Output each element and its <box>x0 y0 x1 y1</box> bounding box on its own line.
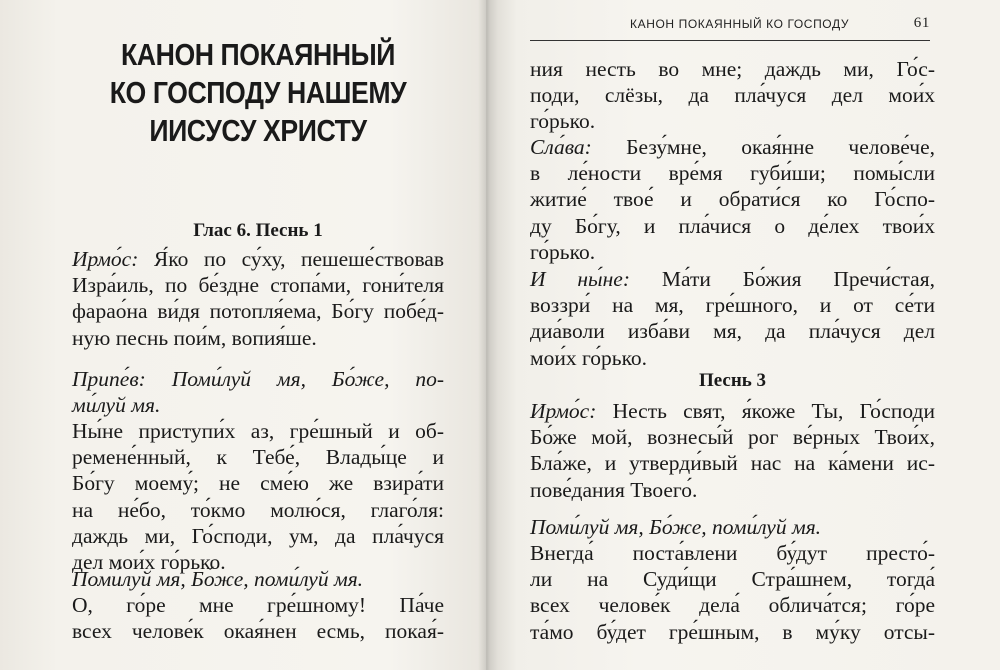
refrain-ode-3 <box>530 514 935 540</box>
book-spine-shadow <box>478 0 498 670</box>
text-line: ремене́нный, к Тебе́, Влады́це и <box>72 445 444 470</box>
text-line: ду Бо́гу, и пла́чися о де́лех твои́х <box>530 213 935 238</box>
header-rule <box>530 40 930 41</box>
text-line: в ле́ности вре́мя губи́ши; помы́сли <box>530 161 935 186</box>
refrain-1 <box>72 366 444 418</box>
section-heading-ode-3: Песнь 3 <box>698 370 767 391</box>
text-line: всех челове́к окая́нен есмь, покая́- <box>72 619 444 644</box>
running-head-title: КАНОН ПОКАЯННЫЙ КО ГОСПОДУ <box>630 17 850 31</box>
slava-label: Сла́ва: <box>530 135 592 159</box>
irmos-ode-1 <box>72 246 444 351</box>
text-line: даждь ми, Го́споди, ум, да пла́чуся <box>72 523 444 548</box>
refrain-2 <box>72 566 444 592</box>
text-line: пове́дания Твоего́. <box>530 477 698 502</box>
text-line: Припе́в: Поми́луй мя, Бо́же, по- <box>72 367 444 391</box>
text-line: Поми́луй мя, Бо́же, поми́луй мя. <box>530 515 822 539</box>
slava-verse <box>530 134 935 265</box>
text-line: Внегда́ поста́влени бу́дут престо́- <box>530 541 935 565</box>
irmos-ode-3 <box>530 398 935 503</box>
text-line: фарао́на ви́дя потопля́ема, Бо́гу побе́д- <box>72 299 444 324</box>
text-line: ния несть во мне; даждь ми, Го́с- <box>530 57 935 81</box>
page-title <box>98 36 418 150</box>
text-line: Ма́ти Бо́жия Пречи́стая, <box>661 267 935 291</box>
text-line: Ны́не приступи́х аз, гре́шный и об- <box>72 419 444 443</box>
text-line: Я́ко по су́ху, пешеше́ствовав <box>153 247 445 271</box>
text-line: ли на Суди́щи Стра́шнем, тогда́ <box>530 567 935 592</box>
text-line: житие́ твое́ и обрати́ся ко Го́спо- <box>530 187 935 212</box>
text-line: го́рько. <box>530 109 596 134</box>
text-line: Поми́луй мя, Бо́же, поми́луй мя. <box>72 567 364 591</box>
title-line: КАНОН ПОКАЯННЫЙ <box>120 37 396 72</box>
text-line: Бо́же мой, вознесы́й рог ве́рных Твои́х, <box>530 425 935 450</box>
section-heading-ode-1: Глас 6. Песнь 1 <box>193 220 323 241</box>
text-line: диа́воли изба́ви мя, да пла́чуся дел <box>530 319 935 344</box>
continuation-text <box>530 56 935 135</box>
text-line: та́мо бу́дет гре́шным, в му́ку отсы- <box>530 619 935 644</box>
text-line: Изра́иль, по бе́здне стопа́ми, гони́теля <box>72 273 444 298</box>
page-number: 61 <box>913 15 930 31</box>
title-line: ИИСУСУ ХРИСТУ <box>149 113 367 148</box>
text-line: воззри́ на мя, гре́шного, и от се́ти <box>530 293 935 318</box>
title-line: КО ГОСПОДУ НАШЕМУ <box>109 75 407 110</box>
text-line: Бо́гу моему́; не сме́ю же взира́ти <box>72 471 444 496</box>
text-line: Безу́мне, окая́нне челове́че, <box>626 135 935 159</box>
troparion-1 <box>72 418 444 575</box>
text-line: на не́бо, то́кмо молю́ся, глаго́ля: <box>72 497 444 522</box>
irmos-label: Ирмо́с: <box>530 399 597 423</box>
i-nyne-verse <box>530 266 935 371</box>
troparion-ode-3 <box>530 540 935 645</box>
text-line: ную песнь пои́м, вопия́ше. <box>72 325 317 350</box>
text-line: ми́луй мя. <box>72 393 161 418</box>
text-line: го́рько. <box>530 239 596 264</box>
text-line: поди, слёзы, да пла́чуся дел мои́х <box>530 83 935 108</box>
i-nyne-label: И ны́не: <box>530 267 630 291</box>
irmos-label: Ирмо́с: <box>72 247 139 271</box>
text-line: мои́х го́рько. <box>530 345 648 370</box>
text-line: дел мои́х го́рько. <box>72 550 226 575</box>
left-page <box>0 0 486 670</box>
text-line: Несть свят, я́коже Ты, Го́споди <box>612 399 935 423</box>
text-line: О, го́ре мне гре́шному! Па́че <box>72 593 444 617</box>
troparion-2 <box>72 592 444 644</box>
text-line: всех челове́к дела́ облича́тся; го́ре <box>530 593 935 618</box>
text-line: Бла́же, и утверди́вый нас на ка́мени ис- <box>530 451 935 476</box>
